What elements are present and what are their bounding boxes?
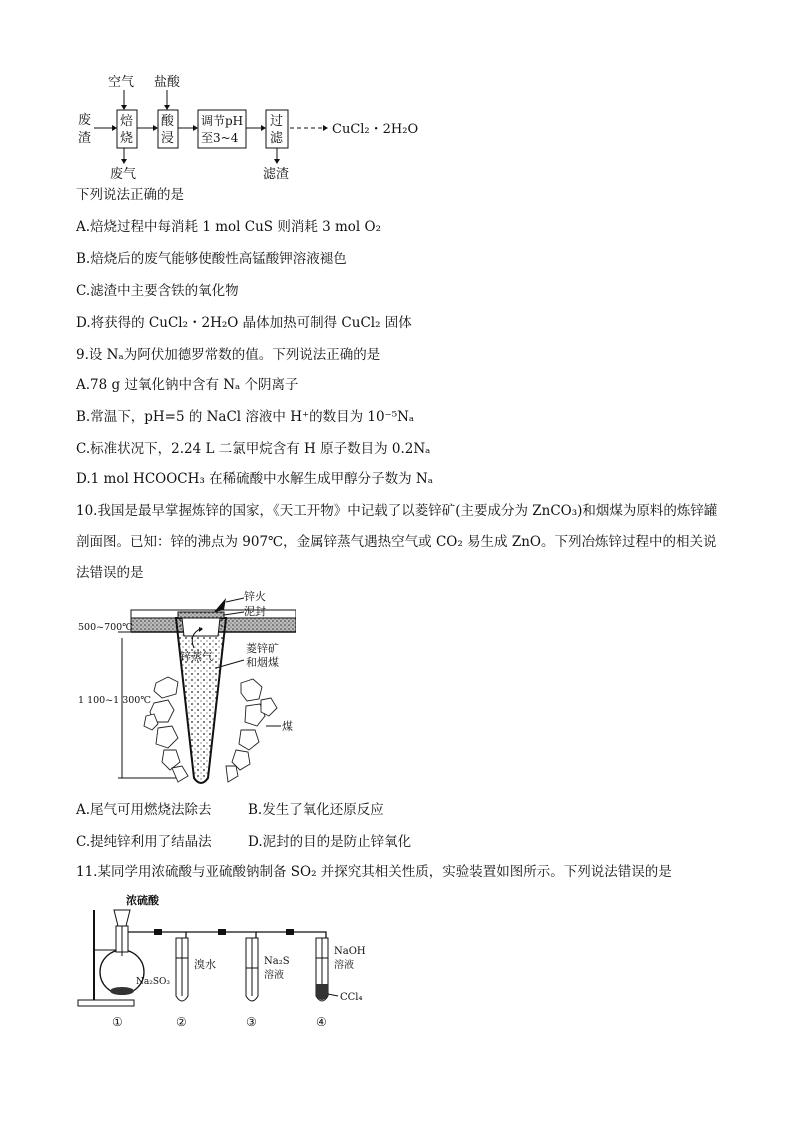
flow-label-air: 空气 bbox=[108, 75, 135, 90]
q8-option-c: C.滤渣中主要含铁的氧化物 bbox=[76, 283, 239, 299]
q8-option-b: B.焙烧后的废气能够使酸性高锰酸钾溶液褪色 bbox=[76, 251, 347, 267]
fig-label-na2so3: Na₂SO₃ bbox=[136, 977, 171, 987]
fig-label-naoh-2: 溶液 bbox=[334, 960, 354, 971]
q10-option-d: D.泥封的目的是防止锌氧化 bbox=[248, 834, 412, 850]
fig-number-4: ④ bbox=[316, 1015, 327, 1029]
q10-stem-line-3: 法错误的是 bbox=[76, 565, 144, 581]
flow-box-filter-text-2: 滤 bbox=[270, 131, 284, 146]
q9-option-a: A.78 g 过氧化钠中含有 Nₐ 个阴离子 bbox=[76, 377, 299, 393]
q9-option-c: C.标准状况下，2.24 L 二氯甲烷含有 H 原子数目为 0.2Nₐ bbox=[76, 441, 431, 457]
flow-input-2: 渣 bbox=[78, 131, 92, 146]
so2-apparatus-figure bbox=[76, 888, 376, 1030]
zinc-smelting-figure bbox=[76, 588, 296, 793]
flow-box-roast-text-2: 烧 bbox=[120, 131, 134, 146]
process-flow-diagram bbox=[76, 72, 436, 182]
fig-label-ore-2: 和烟煤 bbox=[246, 656, 279, 669]
flow-box-roast-text-1: 焙 bbox=[120, 114, 134, 129]
flow-box-filter-text-1: 过 bbox=[270, 114, 284, 129]
flow-label-residue: 滤渣 bbox=[263, 167, 290, 182]
fig-label-ore-1: 菱锌矿 bbox=[246, 642, 279, 655]
fig-number-2: ② bbox=[176, 1015, 187, 1029]
flow-box-leach-text-2: 浸 bbox=[161, 131, 175, 146]
fig-label-vapor: 锌蒸气 bbox=[180, 650, 213, 663]
q10-stem-line-1: 10.我国是最早掌握炼锌的国家，《天工开物》中记载了以菱锌矿(主要成分为 ZnCO₃)和烟煤为原料的炼锌罐 bbox=[76, 503, 718, 519]
q8-option-a: A.焙烧过程中每消耗 1 mol CuS 则消耗 3 mol O₂ bbox=[76, 219, 382, 235]
q10-option-a: A.尾气可用燃烧法除去 bbox=[76, 802, 212, 818]
fig-label-seal: 泥封 bbox=[244, 605, 266, 618]
fig-label-coal: 煤 bbox=[282, 720, 293, 733]
q9-option-d: D.1 mol HCOOCH₃ 在稀硫酸中水解生成甲醇分子数为 Nₐ bbox=[76, 471, 433, 487]
flow-product: CuCl₂・2H₂O bbox=[332, 122, 419, 137]
fig-number-1: ① bbox=[112, 1015, 123, 1029]
fig-label-acid: 浓硫酸 bbox=[126, 894, 159, 907]
flow-box-ph-text-2: 至3~4 bbox=[201, 131, 239, 145]
q11-stem: 11.某同学用浓硫酸与亚硫酸钠制备 SO₂ 并探究其相关性质，实验装置如图所示。下列说法错误的是 bbox=[76, 864, 672, 880]
fig-label-na2s-1: Na₂S bbox=[264, 956, 290, 967]
q9-stem: 9.设 Nₐ为阿伏加德罗常数的值。下列说法正确的是 bbox=[76, 347, 381, 363]
fig-label-bromine: 溴水 bbox=[194, 958, 216, 971]
fig-label-fire: 锌火 bbox=[244, 590, 266, 603]
fig-number-3: ③ bbox=[246, 1015, 257, 1029]
fig-label-ccl4: CCl₄ bbox=[340, 992, 363, 1003]
fig-label-na2s-2: 溶液 bbox=[264, 970, 284, 981]
q8-stem: 下列说法正确的是 bbox=[76, 187, 184, 203]
q10-stem-line-2: 剖面图。已知：锌的沸点为 907℃，金属锌蒸气遇热空气或 CO₂ 易生成 ZnO。下列冶炼锌过程中的相关说 bbox=[76, 534, 717, 550]
q10-option-b: B.发生了氧化还原反应 bbox=[248, 802, 384, 818]
flow-input-1: 废 bbox=[78, 113, 92, 128]
q10-option-c: C.提纯锌利用了结晶法 bbox=[76, 834, 212, 850]
q9-option-b: B.常温下，pH=5 的 NaCl 溶液中 H⁺的数目为 10⁻⁵Nₐ bbox=[76, 409, 415, 425]
q8-option-d: D.将获得的 CuCl₂・2H₂O 晶体加热可制得 CuCl₂ 固体 bbox=[76, 315, 412, 331]
flow-box-leach-text-1: 酸 bbox=[161, 114, 175, 129]
fig-temp-1: 500~700℃ bbox=[78, 622, 133, 633]
flow-box-ph-text-1: 调节pH bbox=[201, 114, 244, 128]
flow-label-exhaust: 废气 bbox=[110, 167, 137, 182]
fig-temp-2: 1 100~1 300℃ bbox=[78, 695, 151, 706]
flow-label-hcl: 盐酸 bbox=[154, 75, 181, 90]
fig-label-naoh-1: NaOH bbox=[334, 946, 366, 957]
